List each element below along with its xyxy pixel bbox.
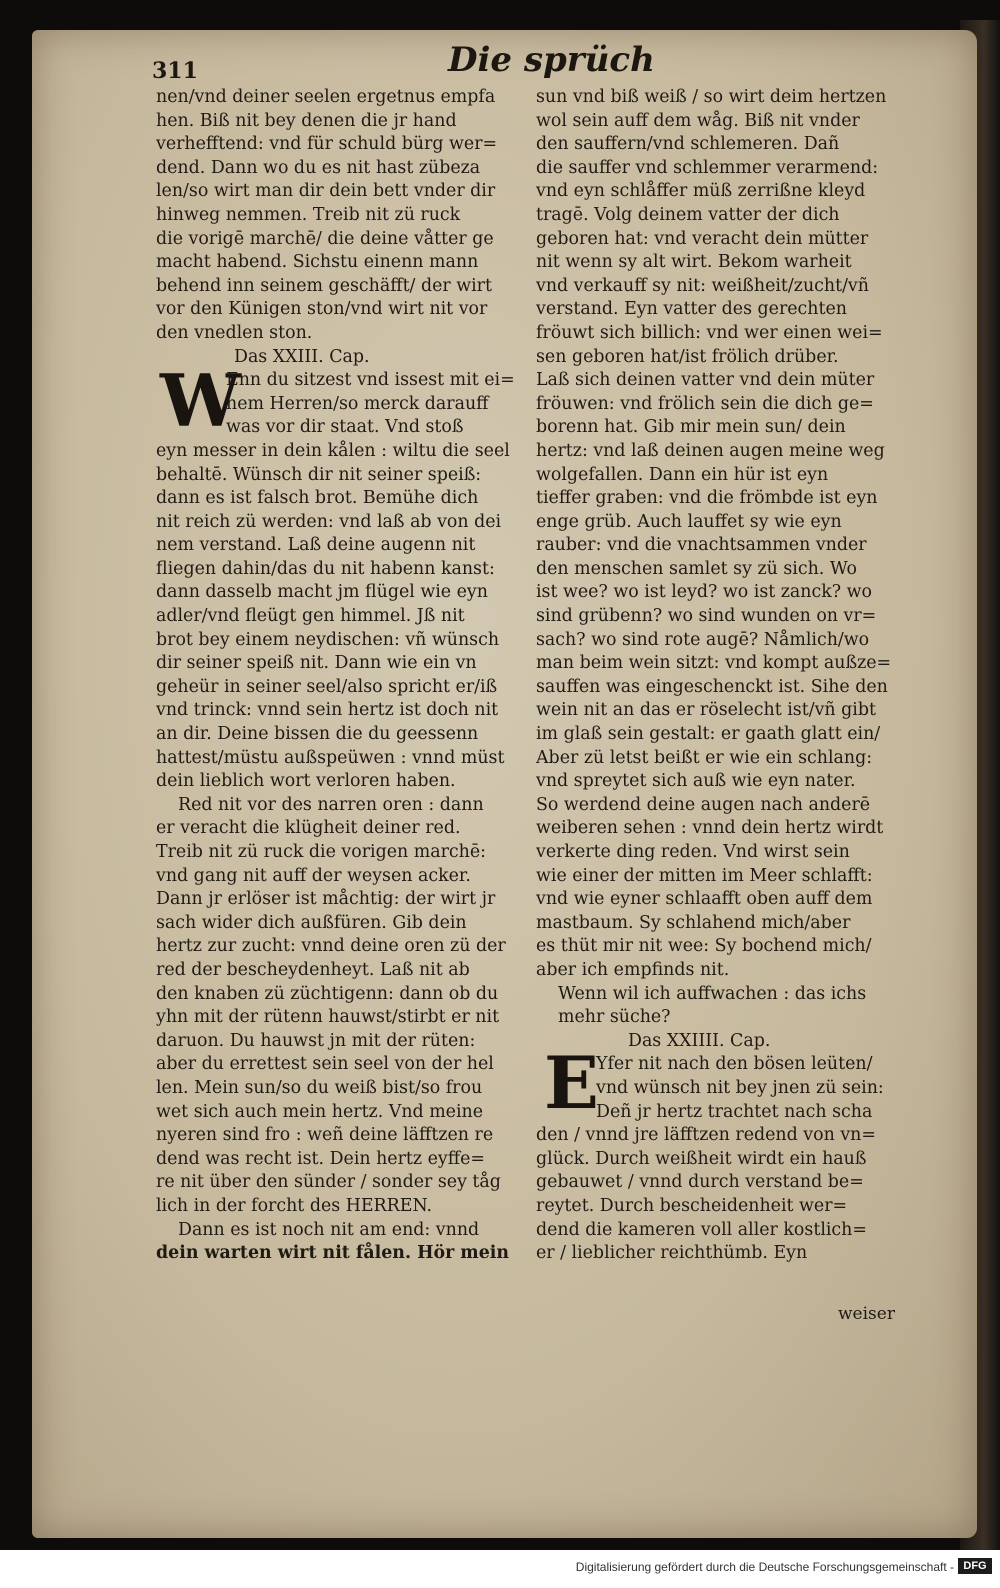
text-line: dend die kameren voll aller kostlich= <box>536 1219 867 1240</box>
text-line: nem Herren/so merck darauff <box>226 393 489 414</box>
text-line: man beim wein sitzt: vnd kompt außze= <box>536 653 892 674</box>
text-line: geboren hat: vnd veracht dein mütter <box>536 228 869 249</box>
running-head: Die sprüch <box>448 40 655 80</box>
text-line: dann es ist falsch brot. Bemühe dich <box>156 488 479 509</box>
text-line: hertz: vnd laß deinen augen meine weg <box>536 440 885 461</box>
text-line: vnd verkauff sy nit: weißheit/zucht/vñ <box>536 275 869 296</box>
text-line: glück. Durch weißheit wirdt ein hauß <box>536 1148 867 1169</box>
catchword: weiser <box>838 1304 895 1324</box>
text-line: sach wider dich außfüren. Gib dein <box>156 912 467 933</box>
text-line: hen. Biß nit bey denen die jr hand <box>156 110 457 131</box>
text-line: verhefftend: vnd für schuld bürg wer= <box>156 134 498 155</box>
right-column <box>536 86 918 1266</box>
text-line: nen/vnd deiner seelen ergetnus empfa <box>156 87 496 107</box>
text-line: fliegen dahin/das du nit habenn kanst: <box>156 558 495 579</box>
text-line: wol sein auff dem wåg. Biß nit vnder <box>536 110 860 131</box>
text-line: mehr süche? <box>558 1007 671 1028</box>
text-line: vor den Künigen ston/vnd wirt nit vor <box>156 299 488 320</box>
text-line: tieffer graben: vnd die frömbde ist eyn <box>536 488 878 509</box>
text-line: wie einer der mitten im Meer schlafft: <box>536 865 873 886</box>
initial-letter: E <box>544 1040 599 1126</box>
text-line: sauffen was eingeschenckt ist. Sihe den <box>536 676 888 697</box>
text-line: behend inn seinem geschäfft/ der wirt <box>156 275 492 296</box>
text-line: dein warten wirt nit fålen. Hör mein <box>156 1243 510 1264</box>
text-line: den vnedlen ston. <box>156 322 313 343</box>
text-line: mastbaum. Sy schlahend mich/aber <box>536 912 851 933</box>
page-number: 311 <box>152 58 198 84</box>
text-line: hattest/müstu außspeüwen : vnnd müst <box>156 747 505 768</box>
footer-bar <box>0 1556 1000 1588</box>
text-line: vnd eyn schlåffer müß zerrißne kleyd <box>536 181 866 202</box>
text-line: rauber: vnd die vnachtsammen vnder <box>536 535 867 556</box>
text-line: geheür in seiner seel/also spricht er/iß <box>156 676 498 697</box>
dfg-logo: DFG <box>958 1558 992 1574</box>
text-line: borenn hat. Gib mir mein sun/ dein <box>536 417 846 438</box>
text-line: aber ich empfinds nit. <box>536 959 730 980</box>
text-line: wein nit an das er röselecht ist/vñ gibt <box>536 700 876 721</box>
text-line: Laß sich deinen vatter vnd dein müter <box>536 370 875 391</box>
text-line: vnd gang nit auff der weysen acker. <box>156 865 471 886</box>
text-line: nit reich zü werden: vnd laß ab von dei <box>156 511 502 532</box>
text-line: Deñ jr hertz trachtet nach scha <box>596 1101 873 1122</box>
chapter-heading: Das XXIII. Cap. <box>234 346 370 367</box>
text-line: fröuwt sich billich: vnd wer einen wei= <box>536 322 883 343</box>
text-line: brot bey einem neydischen: vñ wünsch <box>156 629 500 650</box>
text-line: verkerte ding reden. Vnd wirst sein <box>536 842 850 862</box>
text-line: es thüt mir nit wee: Sy bochend mich/ <box>536 936 872 957</box>
text-line: vnd wünsch nit bey jnen zü sein: <box>596 1077 884 1098</box>
text-line: den sauffern/vnd schlemeren. Dañ <box>536 134 840 155</box>
text-line: dend was recht ist. Dein hertz eyffe= <box>156 1148 485 1169</box>
text-line: nem verstand. Laß deine augenn nit <box>156 535 476 556</box>
text-line: sach? wo sind rote augē? Nåmlich/wo <box>536 629 870 650</box>
text-line: behaltē. Wünsch dir nit seiner speiß: <box>156 464 482 485</box>
text-line: Enn du sitzest vnd issest mit ei= <box>226 370 515 391</box>
text-line: vnd trinck: vnnd sein hertz ist doch nit <box>156 700 499 721</box>
text-line: vnd wie eyner schlaafft oben auff dem <box>536 889 873 910</box>
text-line: sun vnd biß weiß / so wirt deim hertzen <box>536 87 887 107</box>
text-line: adler/vnd fleügt gen himmel. Jß nit <box>156 606 465 627</box>
text-line: len. Mein sun/so du weiß bist/so frou <box>156 1077 483 1098</box>
text-line: wolgefallen. Dann ein hür ist eyn <box>536 464 829 485</box>
text-line: Yfer nit nach den bösen leüten/ <box>596 1054 873 1075</box>
text-line: Aber zü letst beißt er wie ein schlang: <box>536 747 873 768</box>
text-line: reytet. Durch bescheidenheit wer= <box>536 1195 848 1216</box>
text-line: dein lieblich wort verloren haben. <box>156 771 456 792</box>
text-line: die sauffer vnd schlemmer verarmend: <box>536 157 879 178</box>
text-line: dir seiner speiß nit. Dann wie ein vn <box>156 653 477 674</box>
text-line: aber du errettest sein seel von der hel <box>156 1054 494 1075</box>
left-column <box>156 86 541 1266</box>
text-line: er veracht die klügheit deiner red. <box>156 818 461 839</box>
text-line: gebauwet / vnnd durch verstand be= <box>536 1172 864 1193</box>
text-line: macht habend. Sichstu einenn mann <box>156 252 479 273</box>
text-line: den / vnnd jre läfftzen redend von vn= <box>536 1125 876 1146</box>
text-line: wet sich auch mein hertz. Vnd meine <box>156 1101 484 1122</box>
text-line: nyeren sind fro : weñ deine läfftzen re <box>156 1125 494 1146</box>
text-line: yhn mit der rütenn hauwst/stirbt er nit <box>156 1007 500 1028</box>
text-line: enge grüb. Auch lauffet sy wie eyn <box>536 511 842 532</box>
text-line: Dann jr erlöser ist måchtig: der wirt jr <box>156 889 496 910</box>
initial-letter: W <box>160 358 241 444</box>
footer-credit: Digitalisierung gefördert durch die Deutsche Forschungsgemeinschaft - <box>575 1560 954 1574</box>
text-line: Treib nit zü ruck die vorigen marchē: <box>156 842 487 862</box>
text-line: er / lieblicher reichthümb. Eyn <box>536 1243 808 1264</box>
text-line: nit wenn sy alt wirt. Bekom warheit <box>536 252 852 273</box>
text-line: verstand. Eyn vatter des gerechten <box>536 299 847 320</box>
text-line: dann dasselb macht jm flügel wie eyn <box>156 582 488 603</box>
text-line: sind grübenn? wo sind wunden on vr= <box>536 606 877 627</box>
text-line: sen geboren hat/ist frölich drüber. <box>536 346 839 367</box>
text-line: eyn messer in dein kålen : wiltu die seel <box>156 440 510 461</box>
text-line: daruon. Du hauwst jn mit der rüten: <box>156 1030 476 1051</box>
text-line: vnd spreytet sich auß wie eyn nater. <box>536 771 856 792</box>
text-line: Wenn wil ich auffwachen : das ichs <box>558 983 867 1004</box>
text-line: den knaben zü züchtigenn: dann ob du <box>156 983 499 1004</box>
text-line: Red nit vor des narren oren : dann <box>178 794 484 815</box>
text-line: dend. Dann wo du es nit hast zübeza <box>156 157 481 178</box>
text-line: len/so wirt man dir dein bett vnder dir <box>156 181 496 202</box>
text-line: tragē. Volg deinem vatter der dich <box>536 204 840 225</box>
text-line: weiberen sehen : vnnd dein hertz wirdt <box>536 818 884 839</box>
text-line: die vorigē marchē/ die deine våtter ge <box>156 228 494 249</box>
text-line: red der bescheydenheyt. Laß nit ab <box>156 959 470 980</box>
text-line: den menschen samlet sy zü sich. Wo <box>536 558 857 579</box>
text-line: ist wee? wo ist leyd? wo ist zanck? wo <box>536 582 872 603</box>
text-line: re nit über den sünder / sonder sey tåg <box>156 1172 501 1193</box>
text-line: was vor dir staat. Vnd stoß <box>226 417 464 438</box>
text-line: Dann es ist noch nit am end: vnnd <box>178 1219 480 1240</box>
text-line: an dir. Deine bissen die du geessenn <box>156 724 479 745</box>
text-line: hinweg nemmen. Treib nit zü ruck <box>156 204 461 225</box>
text-line: lich in der forcht des HERREN. <box>156 1195 433 1216</box>
text-line: fröuwen: vnd frölich sein die dich ge= <box>536 393 874 414</box>
text-line: hertz zur zucht: vnnd deine oren zü der <box>156 936 506 957</box>
text-line: So werdend deine augen nach anderē <box>536 794 871 815</box>
text-line: im glaß sein gestalt: er gaath glatt ein/ <box>536 724 881 745</box>
chapter-heading: Das XXIIII. Cap. <box>628 1030 771 1051</box>
